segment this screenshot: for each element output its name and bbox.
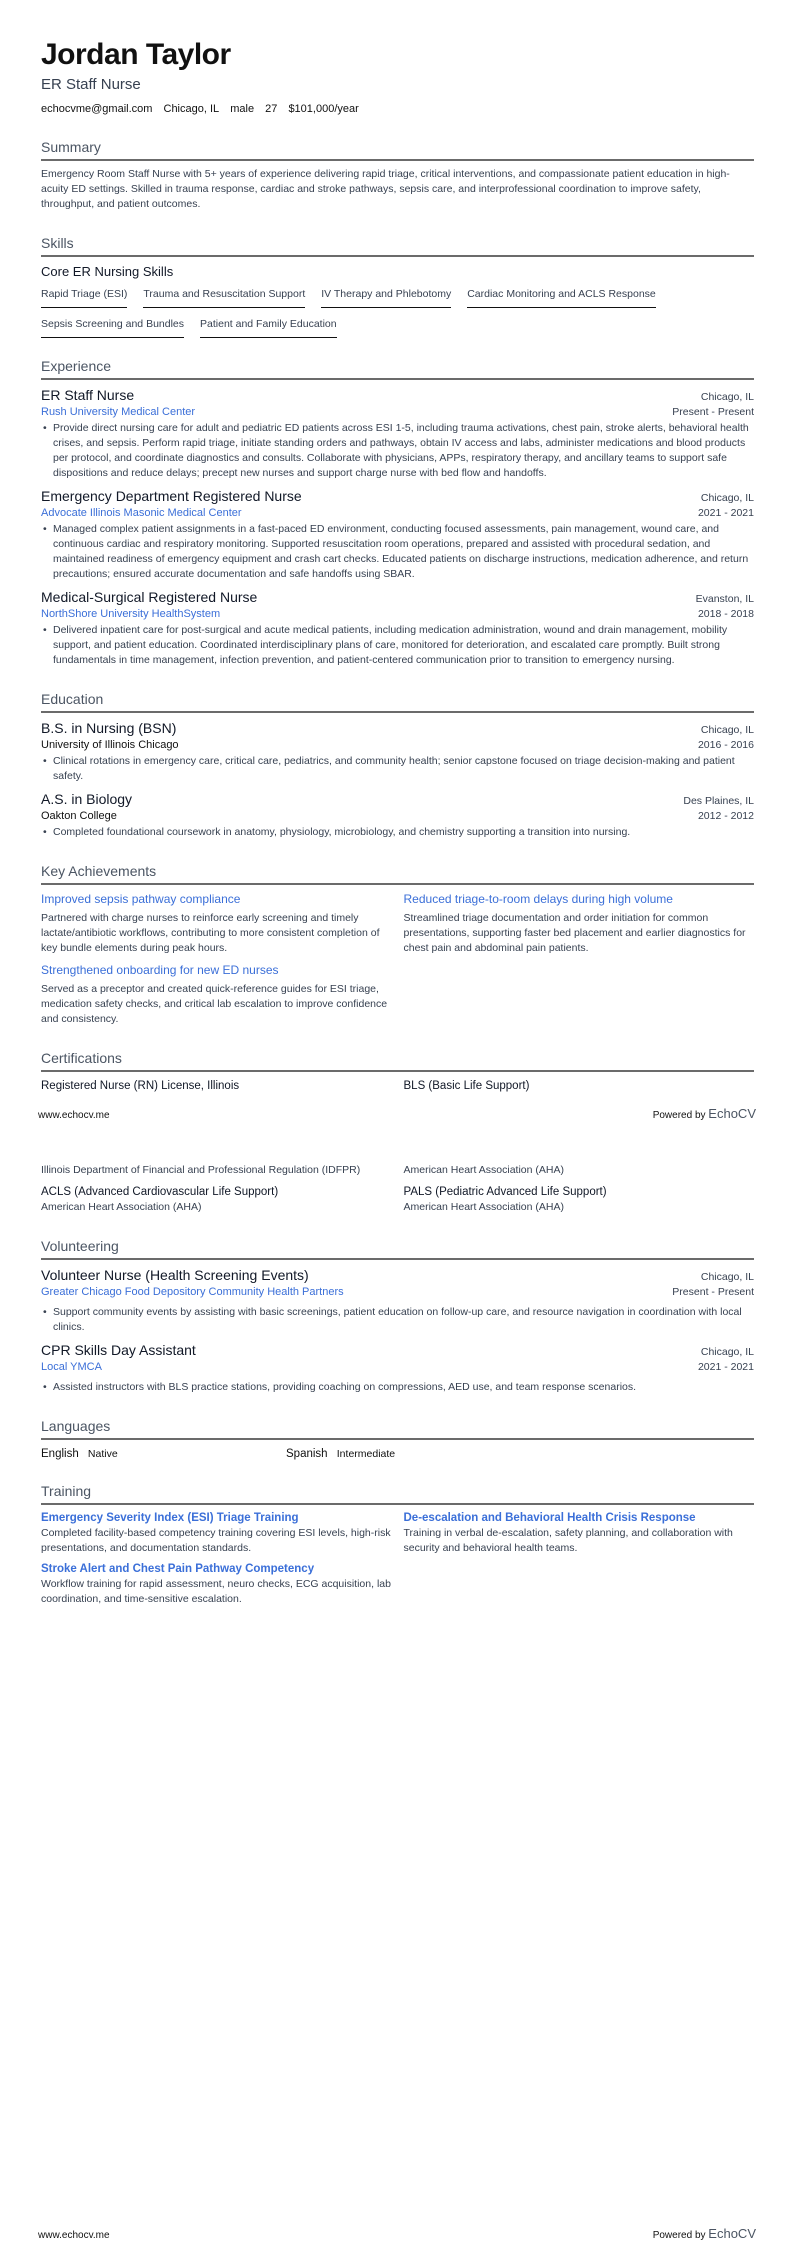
- achievement-item: [41, 885, 392, 956]
- achievement-desc: Served as a preceptor and created quick-reference guides for ESI triage, medication safety checks, and critical lab escalation to improve confidence and consistency.: [41, 983, 388, 1025]
- job-location: Chicago, IL: [700, 391, 754, 403]
- language-name: Spanish: [286, 1448, 328, 1460]
- degree-name: B.S. in Nursing (BSN): [41, 720, 177, 736]
- job-location: Evanston, IL: [695, 593, 754, 605]
- achievement-title: Strengthened onboarding for new ED nurses: [41, 963, 279, 977]
- language-level: Intermediate: [336, 1448, 396, 1460]
- experience-entry: [41, 386, 754, 481]
- job-bullet: • Managed complex patient assignments in a fast-paced ED environment, conducting focused assessments, pain management, wound care, and continuous cardiac and respiratory monitoring. Supported resuscitation room operations, prepared and assisted with procedural sedation, and maintained readiness of emergency equipment and crash cart checks. Educated patients on discharge instructions, medication adherence, and return precautions; ensured accurate documentation and safe handoffs using SBAR.: [41, 522, 754, 582]
- resume-page-2: [0, 1163, 794, 1607]
- section-title-summary: Summary: [41, 138, 754, 161]
- footer-powered: [653, 2226, 756, 2241]
- training-desc: Workflow training for rapid assessment, neuro checks, ECG acquisition, lab coordination, and time-sensitive escalation.: [41, 1578, 391, 1605]
- brand-logo[interactable]: EchoCV: [708, 1106, 756, 1121]
- footer-powered: [653, 1106, 756, 1121]
- job-title: Medical-Surgical Registered Nurse: [41, 589, 258, 605]
- training-item: [41, 1505, 392, 1556]
- training-desc: Training in verbal de-escalation, safety planning, and collaboration with security and behavioral health teams.: [403, 1527, 733, 1554]
- contact-location: Chicago, IL: [163, 103, 220, 115]
- certifications-section: [41, 1049, 754, 1094]
- language-item: [286, 1448, 531, 1460]
- volunteer-org: Local YMCA: [41, 1361, 102, 1373]
- section-title-achievements: Key Achievements: [41, 862, 754, 885]
- section-title-education: Education: [41, 690, 754, 713]
- experience-entry: [41, 487, 754, 582]
- skills-section: [41, 234, 754, 343]
- section-title-certifications: Certifications: [41, 1049, 754, 1072]
- volunteer-dates: Present - Present: [672, 1286, 754, 1298]
- certification-issuer: American Heart Association (AHA): [403, 1164, 564, 1176]
- volunteer-entry: [41, 1266, 754, 1335]
- education-entry: [41, 719, 754, 784]
- skill-tag: Cardiac Monitoring and ACLS Response: [467, 283, 656, 308]
- volunteer-location: Chicago, IL: [700, 1346, 754, 1358]
- skill-list: [41, 283, 754, 343]
- skill-tag: IV Therapy and Phlebotomy: [321, 283, 451, 308]
- section-title-skills: Skills: [41, 234, 754, 257]
- contact-gender: male: [230, 103, 255, 115]
- employer-name: NorthShore University HealthSystem: [41, 608, 221, 620]
- language-name: English: [41, 1448, 79, 1460]
- job-bullet: • Delivered inpatient care for post-surgical and acute medical patients, including medication administration, wound and drain management, mobility support, and patient education. Coordinated interdisciplinary plans of care, monitored for deterioration, and escalated care promptly. Built strong fundamentals in time management, infection prevention, and patient-centered communication prior to transition to emergency nursing.: [41, 623, 754, 668]
- education-bullet: • Completed foundational coursework in anatomy, physiology, microbiology, and chemistry supporting a transition into nursing.: [41, 825, 754, 840]
- school-location: Des Plaines, IL: [683, 795, 754, 807]
- school-name: Oakton College: [41, 810, 117, 822]
- training-item: [41, 1556, 392, 1607]
- brand-logo[interactable]: EchoCV: [708, 2226, 756, 2241]
- contact-line: [41, 102, 754, 116]
- volunteer-role: CPR Skills Day Assistant: [41, 1342, 196, 1358]
- skill-group-title: Core ER Nursing Skills: [41, 264, 174, 279]
- summary-section: [41, 138, 754, 212]
- skill-tag: Sepsis Screening and Bundles: [41, 313, 184, 338]
- contact-age: 27: [265, 103, 278, 115]
- experience-section: [41, 357, 754, 668]
- volunteer-bullet: • Support community events by assisting with basic screenings, patient education on follow-up care, and resource navigation in coordination with local clinics.: [41, 1305, 754, 1335]
- certification-issuer: American Heart Association (AHA): [403, 1201, 564, 1213]
- language-item: [41, 1448, 286, 1460]
- volunteer-dates: 2021 - 2021: [697, 1361, 754, 1373]
- languages-section: [41, 1417, 754, 1460]
- education-section: [41, 690, 754, 840]
- powered-by-label: Powered by: [652, 1110, 706, 1121]
- education-dates: 2016 - 2016: [697, 739, 754, 751]
- volunteering-section: [41, 1237, 754, 1395]
- skill-tag: Rapid Triage (ESI): [41, 283, 127, 308]
- training-section: [41, 1482, 754, 1607]
- school-location: Chicago, IL: [700, 724, 754, 736]
- achievement-item: [41, 956, 392, 1027]
- certification-name: PALS (Pediatric Advanced Life Support): [403, 1186, 607, 1198]
- job-title: ER Staff Nurse: [41, 387, 135, 403]
- certification-issuer: Illinois Department of Financial and Professional Regulation (IDFPR): [41, 1164, 361, 1176]
- training-desc: Completed facility-based competency training covering ESI levels, high-risk presentations, and documentation standards.: [41, 1527, 391, 1554]
- achievement-desc: Streamlined triage documentation and order initiation for common presentations, supporting faster bed placement and earlier diagnostics for chest pain and abdominal pain patients.: [403, 912, 746, 954]
- section-title-volunteering: Volunteering: [41, 1237, 754, 1260]
- resume-page-1: [0, 0, 794, 1094]
- certification-issuer: American Heart Association (AHA): [41, 1201, 202, 1213]
- powered-by-label: Powered by: [652, 2230, 706, 2241]
- language-level: Native: [87, 1448, 118, 1460]
- experience-entry: [41, 588, 754, 668]
- skill-tag: Patient and Family Education: [200, 313, 337, 338]
- section-title-training: Training: [41, 1482, 754, 1505]
- job-dates: Present - Present: [672, 406, 754, 418]
- training-item: [404, 1505, 755, 1556]
- page-footer: [38, 1106, 756, 1121]
- volunteer-entry: [41, 1341, 754, 1395]
- achievement-desc: Partnered with charge nurses to reinforce early screening and timely lactate/antibiotic workflows, contributing to more consistent completion of key bundle elements during peak hours.: [41, 912, 380, 954]
- achievements-section: [41, 862, 754, 1027]
- volunteer-bullet: • Assisted instructors with BLS practice stations, providing coaching on compressions, AED use, and team response scenarios.: [41, 1380, 754, 1395]
- job-bullet: • Provide direct nursing care for adult and pediatric ED patients across ESI 1-5, including trauma activations, chest pain, stroke alerts, behavioral health crises, and sepsis. Perform rapid triage, initiate standing orders and pathways, obtain IV access and labs, administer medications and blood products per protocol, and coordinate diagnostics and consults. Collaborate with physicians, APPs, respiratory therapy, and ancillary teams to support safe dispositions and reduce delays; precept new nurses and support charge nurse with bed flow and handoffs.: [41, 421, 754, 481]
- achievement-item: [404, 885, 755, 956]
- training-title: Emergency Severity Index (ESI) Triage Training: [41, 1512, 299, 1524]
- training-title: De-escalation and Behavioral Health Crisis Response: [403, 1512, 696, 1524]
- candidate-title: ER Staff Nurse: [41, 76, 141, 93]
- job-dates: 2018 - 2018: [697, 608, 754, 620]
- contact-salary: $101,000/year: [288, 103, 359, 115]
- volunteer-role: Volunteer Nurse (Health Screening Events): [41, 1267, 309, 1283]
- school-name: University of Illinois Chicago: [41, 739, 179, 751]
- achievement-title: Reduced triage-to-room delays during high volume: [403, 892, 673, 906]
- footer-website[interactable]: www.echocv.me: [38, 2230, 110, 2241]
- volunteer-location: Chicago, IL: [700, 1271, 754, 1283]
- education-bullet: • Clinical rotations in emergency care, critical care, pediatrics, and community health; senior capstone focused on triage decision-making and patient safety.: [41, 754, 754, 784]
- skill-tag: Trauma and Resuscitation Support: [143, 283, 305, 308]
- achievement-title: Improved sepsis pathway compliance: [41, 892, 241, 906]
- footer-website[interactable]: www.echocv.me: [38, 1110, 110, 1121]
- section-title-languages: Languages: [41, 1417, 754, 1440]
- certification-name: Registered Nurse (RN) License, Illinois: [41, 1080, 240, 1092]
- job-dates: 2021 - 2021: [697, 507, 754, 519]
- employer-name: Advocate Illinois Masonic Medical Center: [41, 507, 242, 519]
- section-title-experience: Experience: [41, 357, 754, 380]
- degree-name: A.S. in Biology: [41, 791, 133, 807]
- certification-name: BLS (Basic Life Support): [403, 1080, 530, 1092]
- job-title: Emergency Department Registered Nurse: [41, 488, 302, 504]
- job-location: Chicago, IL: [700, 492, 754, 504]
- candidate-name: Jordan Taylor: [41, 38, 231, 71]
- contact-email[interactable]: echocvme@gmail.com: [41, 103, 153, 115]
- page-footer: [38, 2226, 756, 2241]
- employer-name: Rush University Medical Center: [41, 406, 196, 418]
- certification-name: ACLS (Advanced Cardiovascular Life Support): [41, 1186, 279, 1198]
- volunteer-org: Greater Chicago Food Depository Community Health Partners: [41, 1286, 344, 1298]
- education-entry: [41, 790, 754, 840]
- certifications-continued: [41, 1163, 754, 1215]
- summary-text: Emergency Room Staff Nurse with 5+ years of experience delivering rapid triage, critical interventions, and compassionate patient education in high-acuity ED settings. Skilled in trauma response, cardiac and stroke pathways, sepsis care, and interprofessional coordination to improve safety, throughput, and patient outcomes.: [41, 168, 730, 210]
- education-dates: 2012 - 2012: [697, 810, 754, 822]
- training-title: Stroke Alert and Chest Pain Pathway Competency: [41, 1563, 315, 1575]
